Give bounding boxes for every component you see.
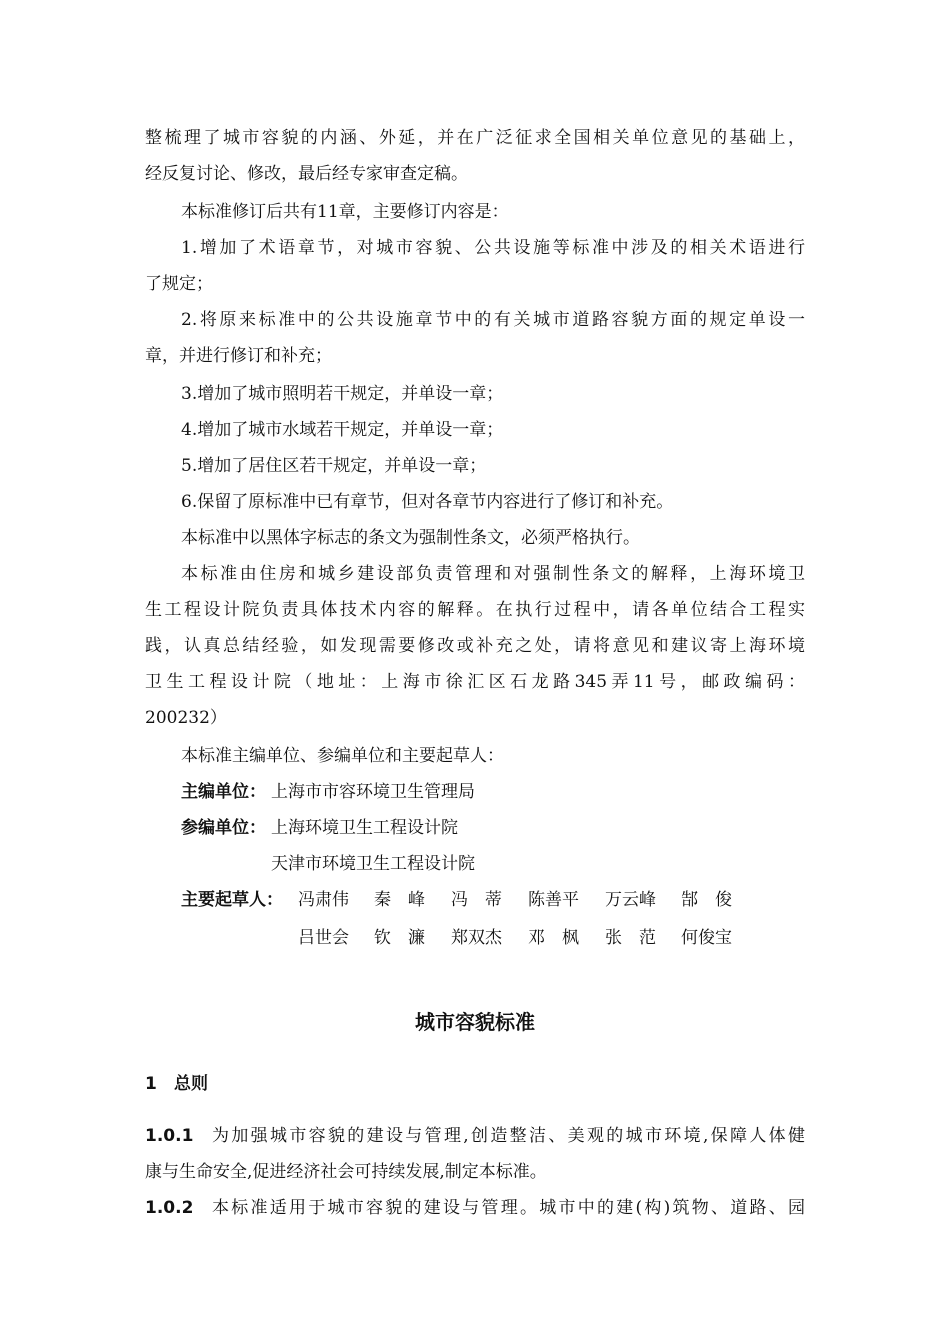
chief-unit-label: 主编单位：	[181, 782, 266, 802]
drafter-1-1: 冯肃伟	[298, 890, 349, 910]
drafter-1-4: 陈善平	[528, 890, 579, 910]
drafter-2-6: 何俊宝	[681, 928, 732, 948]
revision-item-1-line2: 了规定；	[145, 274, 213, 294]
preface-p1-line2: 经反复讨论、修改，最后经专家审查定稿。	[145, 164, 468, 184]
preface-p4-line3: 践，认真总结经验，如发现需要修改或补充之处，请将意见和建议寄上海环境	[145, 636, 805, 656]
preface-p4-line5: 200232）	[145, 708, 227, 728]
clause-102-number: 1.0.2	[145, 1198, 194, 1218]
standard-title: 城市容貌标准	[415, 1010, 535, 1034]
participant-unit-2: 天津市环境卫生工程设计院	[271, 854, 475, 874]
drafter-2-1: 吕世会	[298, 928, 349, 948]
revision-item-1-line1: 1.增加了术语章节，对城市容貌、公共设施等标准中涉及的相关术语进行	[181, 238, 805, 258]
clause-101-number: 1.0.1	[145, 1126, 194, 1146]
drafter-1-5: 万云峰	[605, 890, 656, 910]
revision-item-2-line2: 章，并进行修订和补充；	[145, 346, 332, 366]
chief-unit-value: 上海市市容环境卫生管理局	[271, 782, 475, 802]
drafters-label: 主要起草人：	[181, 890, 283, 910]
drafter-1-2: 秦 峰	[374, 890, 425, 910]
preface-p2: 本标准修订后共有11章，主要修订内容是：	[181, 202, 509, 222]
drafter-2-2: 钦 濂	[374, 928, 425, 948]
preface-p1-line1: 整梳理了城市容貌的内涵、外延，并在广泛征求全国相关单位意见的基础上，	[145, 128, 805, 148]
chapter-name: 总则	[174, 1074, 208, 1094]
preface-p4-line4: 卫生工程设计院（地址：上海市徐汇区石龙路345弄11号，邮政编码：	[145, 672, 805, 692]
drafter-2-3: 郑双杰	[451, 928, 502, 948]
clause-102-line1: 本标准适用于城市容貌的建设与管理。城市中的建(构)筑物、道路、园	[212, 1198, 805, 1218]
participant-units-label: 参编单位：	[181, 818, 266, 838]
drafter-2-4: 邓 枫	[528, 928, 579, 948]
revision-item-4: 4.增加了城市水域若干规定，并单设一章；	[181, 420, 504, 440]
revision-item-2-line1: 2.将原来标准中的公共设施章节中的有关城市道路容貌方面的规定单设一	[181, 310, 805, 330]
clause-101-line1: 为加强城市容貌的建设与管理,创造整洁、美观的城市环境,保障人体健	[212, 1126, 805, 1146]
preface-p3: 本标准中以黑体字标志的条文为强制性条文，必须严格执行。	[181, 528, 640, 548]
drafter-2-5: 张 范	[605, 928, 656, 948]
chapter-number: 1	[145, 1074, 157, 1094]
drafter-1-6: 郜 俊	[681, 890, 732, 910]
clause-101-line2: 康与生命安全,促进经济社会可持续发展,制定本标准。	[145, 1162, 547, 1182]
preface-p4-line1: 本标准由住房和城乡建设部负责管理和对强制性条文的解释，上海环境卫	[181, 564, 805, 584]
preface-p4-line2: 生工程设计院负责具体技术内容的解释。在执行过程中，请各单位结合工程实	[145, 600, 805, 620]
drafter-1-3: 冯 蒂	[451, 890, 502, 910]
participant-unit-1: 上海环境卫生工程设计院	[271, 818, 458, 838]
preface-p5: 本标准主编单位、参编单位和主要起草人：	[181, 746, 504, 766]
revision-item-5: 5.增加了居住区若干规定，并单设一章；	[181, 456, 487, 476]
revision-item-6: 6.保留了原标准中已有章节，但对各章节内容进行了修订和补充。	[181, 492, 674, 512]
revision-item-3: 3.增加了城市照明若干规定，并单设一章；	[181, 384, 504, 404]
